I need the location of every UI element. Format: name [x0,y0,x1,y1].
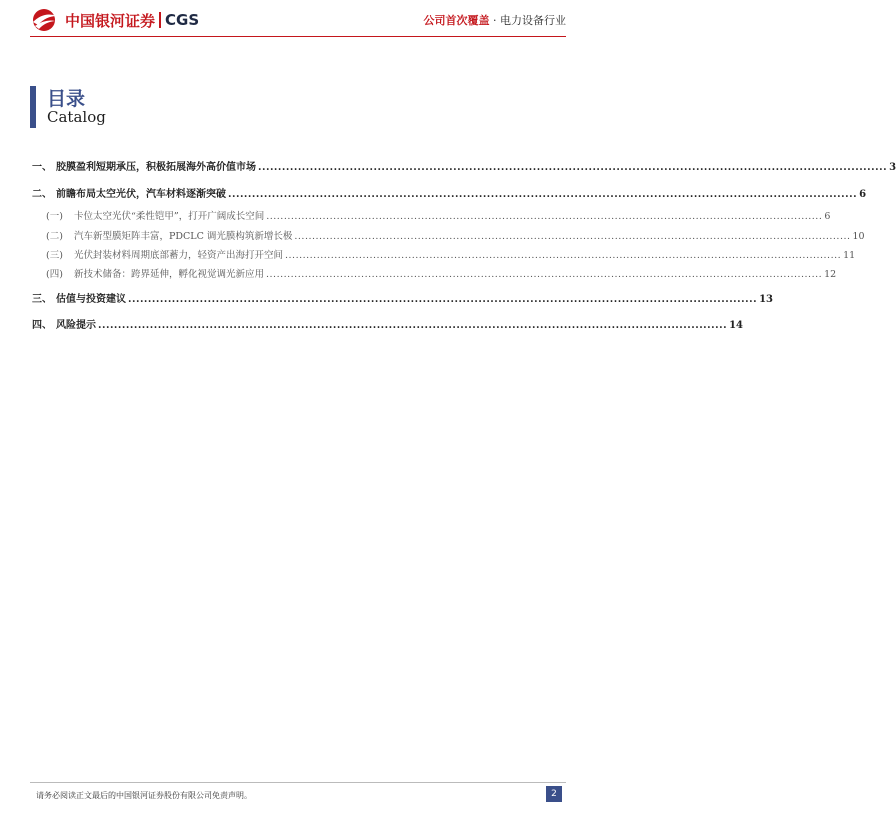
toc-number: 四、 [32,320,52,331]
toc-dot-leader: .............................................................................................................................................................. [266,269,823,280]
page-header [0,0,584,44]
logo-chinese-text: 中国银河证券 [65,11,156,30]
toc-label: 风险提示 [56,320,96,331]
toc-label: 估值与投资建议 [56,294,126,305]
company-logo [30,6,199,34]
report-category [424,12,567,28]
toc-dot-leader: .............................................................................................................................................................. [266,211,823,222]
toc-number: (三) [46,250,63,261]
logo-divider [159,12,161,28]
report-type: 公司首次覆盖 [423,14,490,27]
toc-number: 一、 [32,162,52,173]
toc-page-number: 13 [759,294,773,305]
toc-dot-leader: .............................................................................................................................................................. [228,189,858,200]
toc-page-number: 3 [889,162,896,173]
toc-dot-leader: .............................................................................................................................................................. [294,231,851,242]
header-divider [30,36,566,37]
page-title-en: Catalog [47,108,106,126]
footer-disclaimer: 请务必阅读正文最后的中国银河证券股份有限公司免责声明。 [36,791,252,800]
header-separator: · [493,14,497,27]
toc-entry[interactable] [32,228,865,244]
toc-entry[interactable] [32,316,743,332]
toc-dot-leader: .............................................................................................................................................................. [285,250,842,261]
page-title-cn: 目录 [47,88,86,110]
toc-entry[interactable] [32,290,773,306]
toc-number: (四) [46,269,63,280]
toc-entry[interactable] [32,158,896,174]
toc-page-number: 10 [852,231,865,242]
toc-entry[interactable] [32,208,831,224]
toc-page-number: 12 [824,269,837,280]
toc-page-number: 14 [729,320,743,331]
toc-label: 光伏封装材料周期底部蓄力，轻资产出海打开空间 [74,250,284,261]
galaxy-logo-icon [30,7,60,33]
toc-dot-leader: .............................................................................................................................................................. [258,162,888,173]
industry-label: 电力设备行业 [500,14,566,27]
toc-page-number: 6 [859,189,867,200]
title-accent-bar [30,86,36,128]
toc-label: 汽车新型膜矩阵丰富，PDCLC 调光膜构筑新增长极 [74,231,293,242]
toc-page-number: 11 [843,250,856,261]
toc-label: 胶膜盈利短期承压，积极拓展海外高价值市场 [56,162,256,173]
toc-entry[interactable] [32,266,837,282]
page-number-badge: 2 [546,786,562,802]
toc-number: (一) [46,211,63,222]
toc-label: 新技术储备：跨界延伸，孵化视觉调光新应用 [74,269,265,280]
toc-page-number: 6 [824,211,831,222]
toc-entry[interactable] [32,185,867,201]
toc-number: 三、 [32,294,52,305]
toc-label: 前瞻布局太空光伏，汽车材料逐渐突破 [56,189,226,200]
toc-number: (二) [46,231,63,242]
footer-divider [30,782,566,783]
toc-dot-leader: .............................................................................................................................................................. [128,294,758,305]
toc-dot-leader: .............................................................................................................................................................. [98,320,728,331]
logo-english-text: CGS [165,11,200,29]
toc-number: 二、 [32,189,52,200]
toc-entry[interactable] [32,247,856,263]
toc-label: 卡位太空光伏“柔性铠甲”，打开广阔成长空间 [74,211,265,222]
